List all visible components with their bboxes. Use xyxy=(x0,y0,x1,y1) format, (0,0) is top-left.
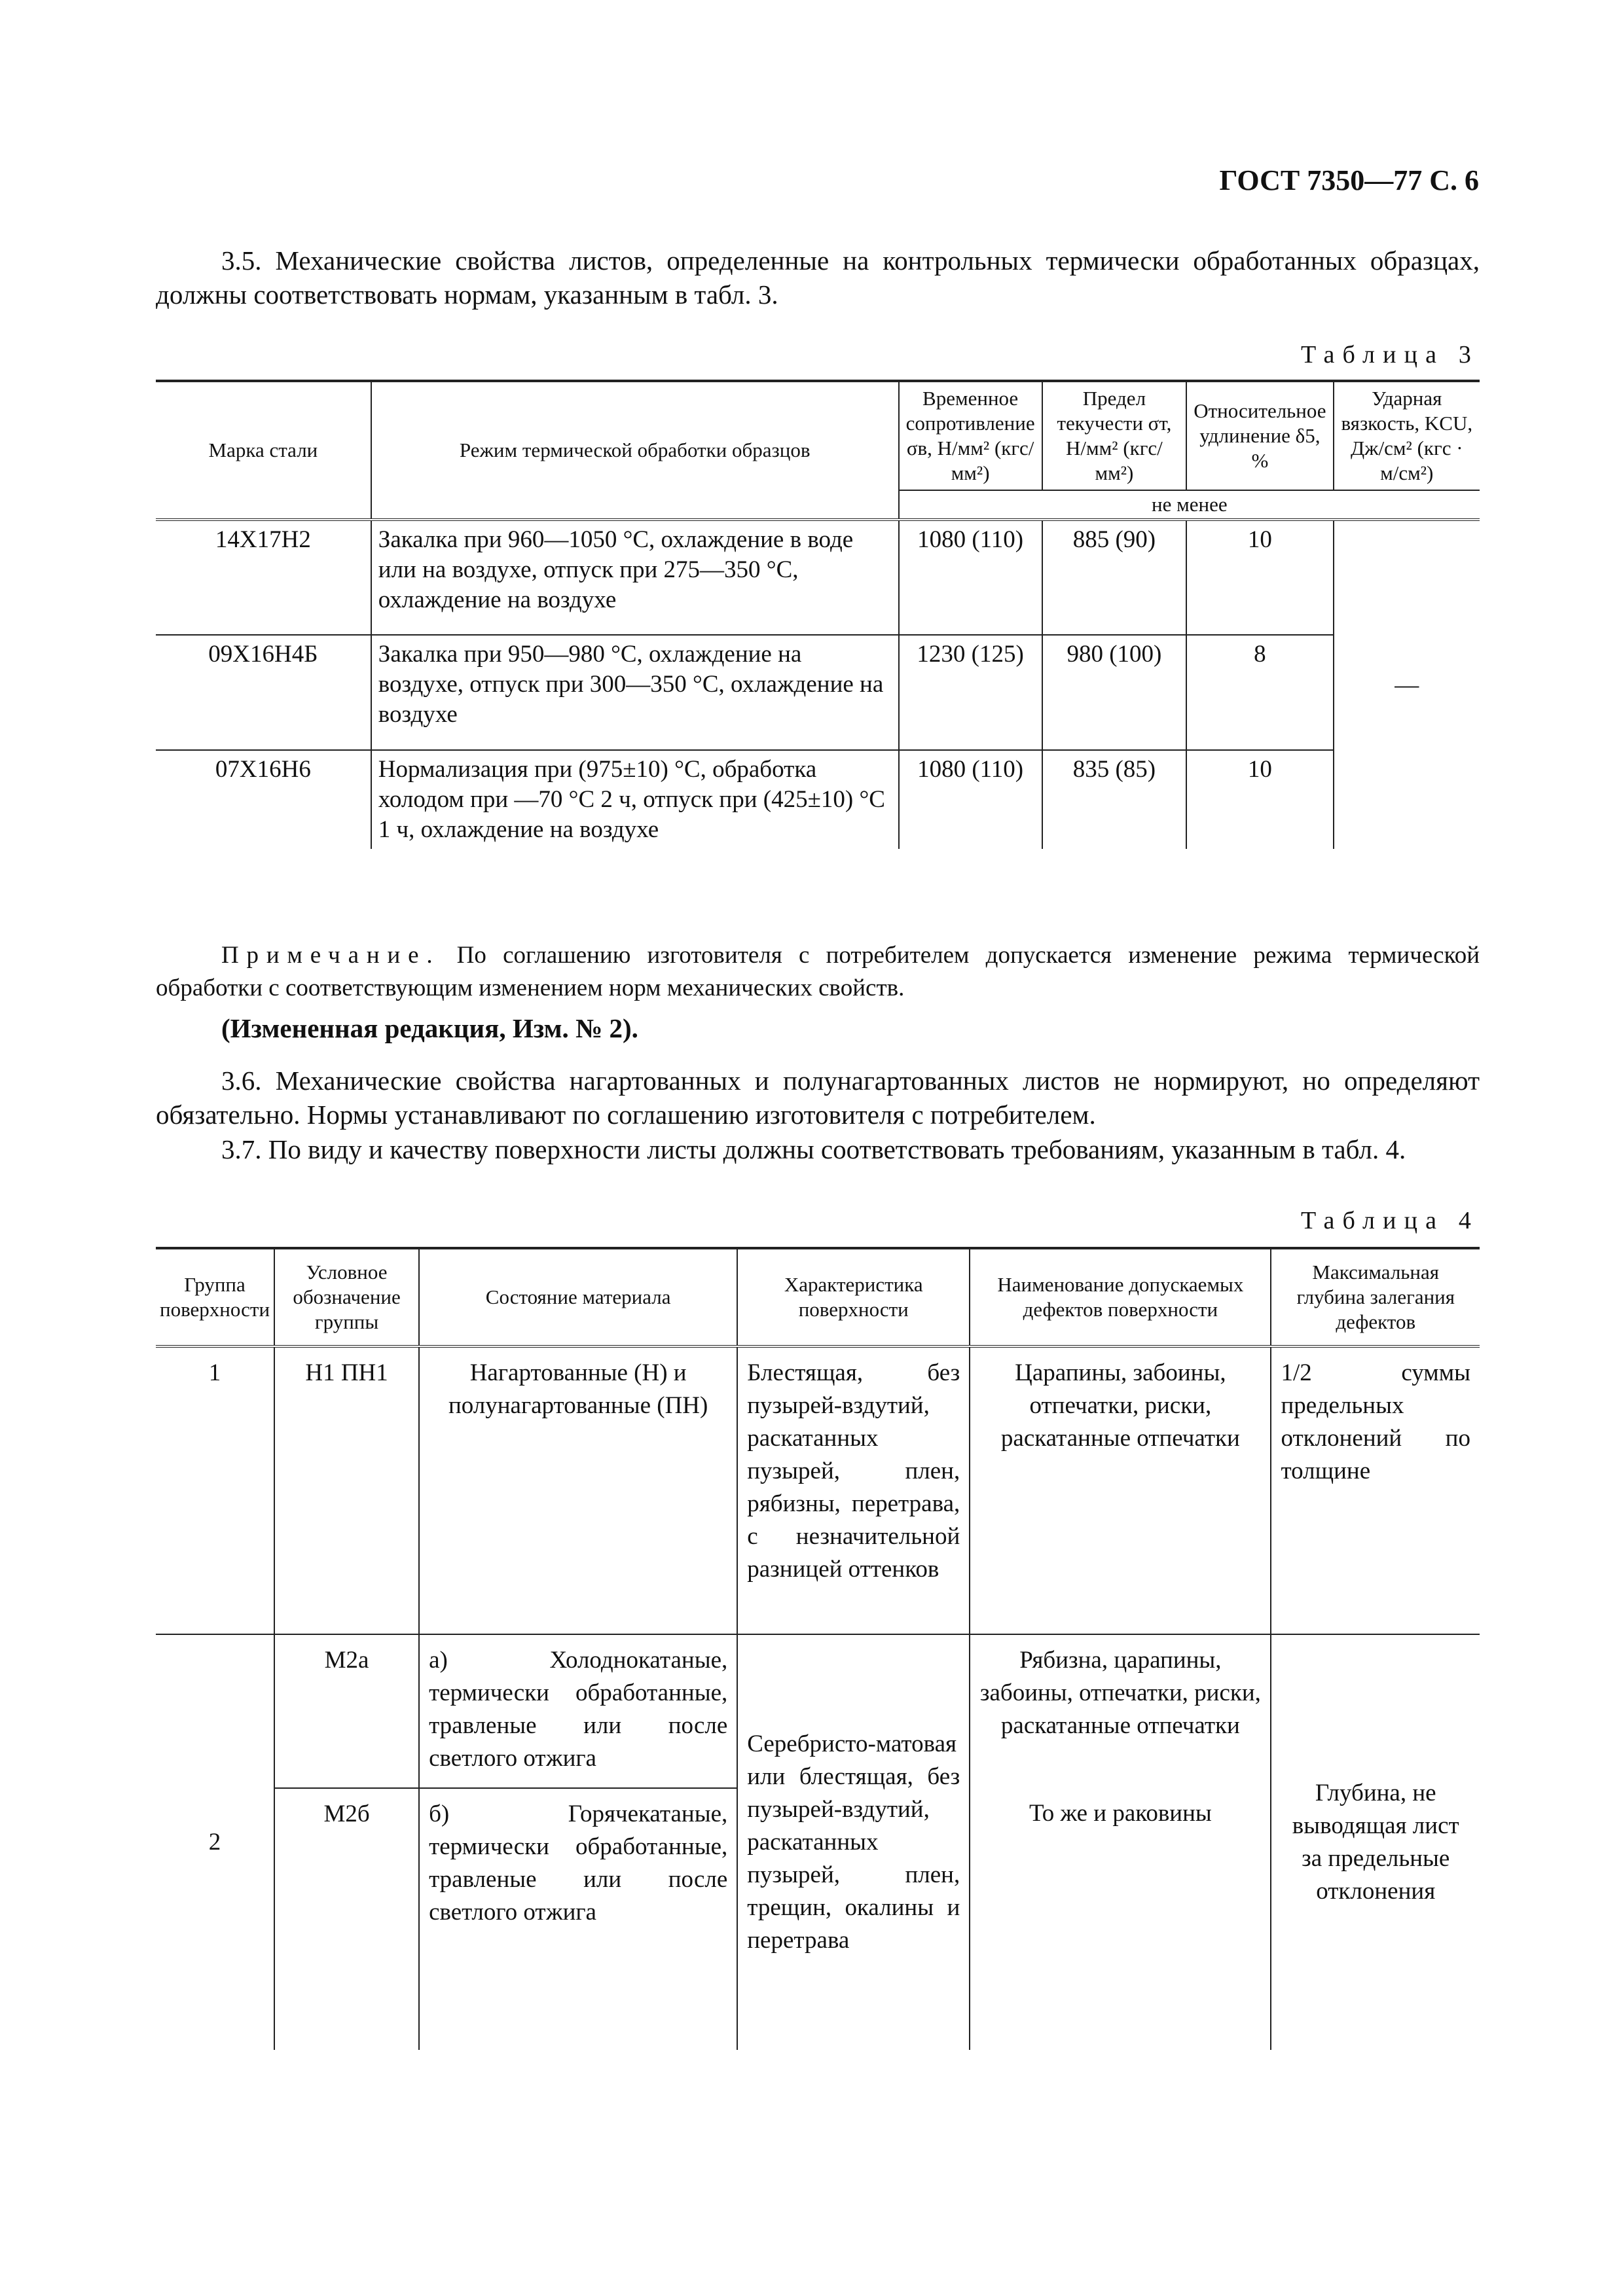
t4-header-depth: Максимальная глубина залегания дефектов xyxy=(1271,1248,1480,1346)
t3-elongation: 8 xyxy=(1186,635,1333,750)
table-row xyxy=(156,1346,1480,1634)
t3-steel: 14Х17Н2 xyxy=(156,520,371,635)
table-3 xyxy=(156,380,1480,849)
t4-designation: М2б xyxy=(274,1788,419,2050)
table3-title: Таблица 3 xyxy=(1301,341,1479,368)
table-row xyxy=(156,520,1480,635)
t4-state: Нагартованные (Н) и полунагартованные (ПН) xyxy=(419,1346,737,1634)
page-header: ГОСТ 7350—77 С. 6 xyxy=(1219,164,1479,196)
t4-state: б) Горячекатаные, термически обработанные, травленые или после светлого отжига xyxy=(419,1788,737,2050)
t4-designation: Н1 ПН1 xyxy=(274,1346,419,1634)
t4-group: 1 xyxy=(156,1346,274,1634)
t3-steel: 07Х16Н6 xyxy=(156,750,371,849)
t3-header-elongation: Относительное удлинение δ5, % xyxy=(1186,381,1333,490)
amendment-note: (Измененная редакция, Изм. № 2). xyxy=(221,1013,638,1043)
t4-depth: Глубина, не выводящая лист за предельные отклонения xyxy=(1271,1634,1480,2050)
t3-yield: 980 (100) xyxy=(1042,635,1187,750)
t3-elongation: 10 xyxy=(1186,520,1333,635)
t3-header-not-less: не менее xyxy=(899,490,1480,520)
t3-header-tensile: Временное сопротивление σв, Н/мм² (кгс/мм²) xyxy=(899,381,1042,490)
t3-mode: Закалка при 960—1050 °С, охлаждение в воде или на воздухе, отпуск при 275—350 °С, охлаждение на воздухе xyxy=(371,520,899,635)
table4-title: Таблица 4 xyxy=(1301,1207,1479,1234)
table-row xyxy=(156,750,1480,849)
t3-header-mode: Режим термической обработки образцов xyxy=(371,381,899,520)
t4-surface: Серебристо-матовая или блестящая, без пузырей-вздутий, раскатанных пузырей, плен, трещин, окалины и перетрава xyxy=(737,1634,970,2050)
t3-steel: 09Х16Н4Б xyxy=(156,635,371,750)
t4-header-designation: Условное обозначение группы xyxy=(274,1248,419,1346)
t3-header-steel: Марка стали xyxy=(156,381,371,520)
t3-mode: Нормализация при (975±10) °С, обработка холодом при —70 °С 2 ч, отпуск при (425±10) °С 1 ч, охлаждение на воздухе xyxy=(371,750,899,849)
t4-state: а) Холоднокатаные, термически обработанные, травленые или после светлого отжига xyxy=(419,1634,737,1788)
t4-defects: Рябизна, царапины, забоины, отпечатки, риски, раскатанные отпечатки xyxy=(970,1634,1271,1788)
paragraph-3-5: 3.5. Механические свойства листов, определенные на контрольных термически обработанных образцах, должны соответствовать нормам, указанным в табл. 3. xyxy=(156,245,1480,310)
t4-header-state: Состояние материала xyxy=(419,1248,737,1346)
t4-group: 2 xyxy=(156,1634,274,2050)
t3-impact: — xyxy=(1334,520,1480,849)
note-text: По соглашению изготовителя с потребителем допускается изменение режима термической обработки с соответствующим изменением норм механических свойств. xyxy=(156,942,1480,1001)
t4-depth: 1/2 суммы предельных отклонений по толщине xyxy=(1271,1346,1480,1634)
table3-note xyxy=(156,939,1480,1005)
t4-header-surface: Характеристика поверхности xyxy=(737,1248,970,1346)
t3-header-impact: Ударная вязкость, KCU, Дж/см² (кгс · м/см²) xyxy=(1334,381,1480,490)
t3-tensile: 1080 (110) xyxy=(899,520,1042,635)
t3-tensile: 1080 (110) xyxy=(899,750,1042,849)
paragraph-3-6: 3.6. Механические свойства нагартованных и полунагартованных листов не нормируют, но определяют обязательно. Нормы устанавливают по соглашению изготовителя с потребителем. xyxy=(156,1066,1480,1130)
t4-header-group: Группа поверхности xyxy=(156,1248,274,1346)
t4-header-defects: Наименование допускаемых дефектов поверхности xyxy=(970,1248,1271,1346)
t4-surface: Блестящая, без пузырей-вздутий, раскатанных пузырей, плен, рябизны, перетрава, с незначительной разницей оттенков xyxy=(737,1346,970,1634)
table-row xyxy=(156,635,1480,750)
t4-defects: То же и раковины xyxy=(970,1788,1271,2050)
t3-elongation: 10 xyxy=(1186,750,1333,849)
table-row xyxy=(156,1634,1480,1788)
t3-yield: 885 (90) xyxy=(1042,520,1187,635)
t3-tensile: 1230 (125) xyxy=(899,635,1042,750)
t4-defects: Царапины, забоины, отпечатки, риски, раскатанные отпечатки xyxy=(970,1346,1271,1634)
note-prefix: Примечание. xyxy=(221,942,441,969)
t3-mode: Закалка при 950—980 °С, охлаждение на воздухе, отпуск при 300—350 °С, охлаждение на воздухе xyxy=(371,635,899,750)
paragraph-3-7: 3.7. По виду и качеству поверхности листы должны соответствовать требованиям, указанным в табл. 4. xyxy=(221,1134,1406,1164)
table-4 xyxy=(156,1247,1480,2050)
t3-yield: 835 (85) xyxy=(1042,750,1187,849)
t3-header-yield: Предел текучести σт, Н/мм² (кгс/мм²) xyxy=(1042,381,1187,490)
t4-designation: М2а xyxy=(274,1634,419,1788)
